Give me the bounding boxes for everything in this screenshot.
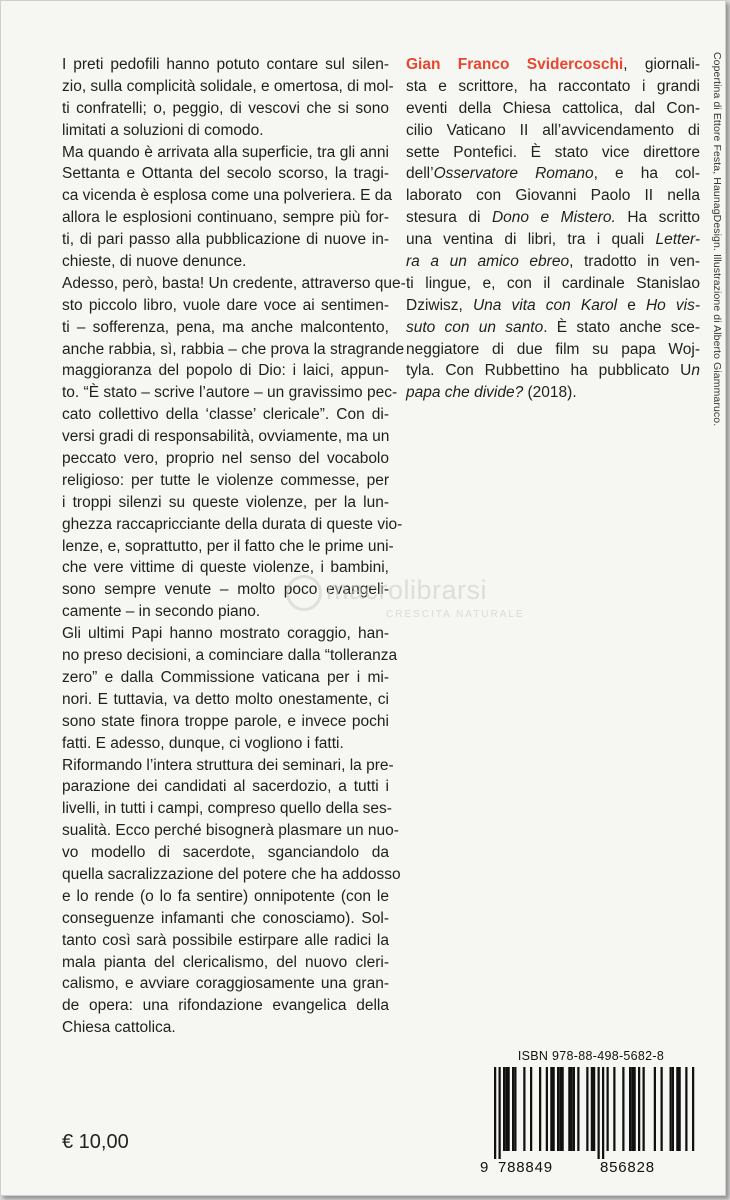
barcode-bar: [598, 1067, 600, 1159]
bio-text: (2018).: [523, 384, 577, 402]
bio-text: ti lingue, e, con il cardinale Stanislao: [406, 274, 700, 292]
blurb-line: Adesso, però, basta! Un credente, attraverso que-: [62, 274, 406, 292]
blurb-line: ti confratelli; o, peggio, di vescovi che si sono: [62, 99, 389, 117]
blurb-line: versi gradi di responsabilità, ovviamente, ma un: [62, 428, 390, 446]
barcode-bar: [523, 1067, 525, 1151]
blurb-line: ca vicenda è esplosa come una polveriera. E da: [62, 187, 393, 205]
blurb-line: sualità. Ecco perché bisognerà plasmare un nuo-: [62, 822, 399, 840]
bio-line: [406, 339, 700, 361]
barcode-bar: [546, 1067, 548, 1151]
barcode-bar: [661, 1067, 663, 1151]
bio-line: [406, 142, 700, 164]
book-title: Osservatore Romano: [433, 165, 594, 183]
bio-text: Ha scritto: [615, 209, 700, 227]
blurb-line: sono sempre venute – molto poco evangeli-: [62, 581, 389, 599]
bio-text: neggiatore di due film su papa Woj-: [406, 340, 700, 358]
barcode-bar: [514, 1067, 516, 1151]
barcode-bar: [643, 1067, 645, 1151]
bio-line: [406, 251, 700, 273]
blurb-line: maggioranza del popolo di Dio: i laici, appun-: [62, 362, 389, 380]
blurb-line: e lo rende (o lo fa sentire) onnipotente (con le: [62, 887, 389, 905]
author-bio: [406, 54, 700, 404]
barcode-bar: [512, 1067, 514, 1151]
barcode-bar: [499, 1067, 501, 1159]
blurb-line: livelli, in tutti i campi, compreso quello della ses-: [62, 800, 392, 818]
bio-text: Dziwisz,: [406, 296, 473, 314]
barcode-bar: [607, 1067, 609, 1151]
book-title: n: [691, 362, 700, 380]
barcode-bar: [613, 1067, 615, 1151]
blurb-line: cato collettivo della ‘classe’ clericale”. Con di-: [62, 406, 389, 424]
barcode-bar: [692, 1067, 694, 1151]
bio-line: [406, 273, 700, 295]
bio-text: laborato con Giovanni Paolo II nella: [406, 187, 700, 205]
book-title: Una vita con Karol: [472, 296, 618, 314]
bio-line: [406, 360, 700, 382]
barcode-bar: [562, 1067, 564, 1151]
barcode-bar: [622, 1067, 624, 1151]
barcode-bar: [629, 1067, 631, 1151]
barcode-bar: [638, 1067, 640, 1151]
blurb-line: camente – in secondo piano.: [62, 603, 261, 621]
barcode-digit-group-2: 856828: [600, 1159, 655, 1176]
blurb-line: chieste, di nuove denunce.: [62, 253, 247, 271]
price: € 10,00: [62, 1131, 129, 1153]
bio-text: sette Pontefici. È stato vice direttore: [406, 143, 700, 161]
blurb-line: Riformando l’intera struttura dei seminari, la pre-: [62, 756, 394, 774]
blurb-line: to. “È stato – scrive l’autore – un gravissimo pec-: [62, 384, 398, 402]
isbn-barcode: [480, 1049, 702, 1179]
barcode-bar: [631, 1067, 633, 1151]
barcode-bar: [670, 1067, 672, 1151]
bio-line: [406, 163, 700, 185]
barcode-bar: [553, 1067, 555, 1151]
bio-text: cilio Vaticano II all’avvicendamento di: [406, 121, 700, 139]
blurb-line: quella sacralizzazione del potere che ha addosso: [62, 865, 401, 883]
blurb-line: Settanta e Ottanta del secolo scorso, la tragi-: [62, 165, 389, 183]
bio-line: [406, 54, 700, 76]
blurb-line: lenze, e, soprattutto, per il fatto che le prime uni-: [62, 537, 394, 555]
barcode-bar: [679, 1067, 681, 1151]
blurb-line: fatti. E adesso, dunque, ci vogliono i fatti.: [62, 734, 344, 752]
barcode-bar: [577, 1067, 579, 1151]
barcode-bar: [602, 1067, 604, 1159]
blurb-line: Gli ultimi Papi hanno mostrato coraggio, han-: [62, 625, 389, 643]
bio-line: [406, 295, 700, 317]
blurb-line: vo modello di sacerdote, sganciandolo da: [62, 844, 389, 862]
barcode-bar: [571, 1067, 573, 1151]
barcode-bar: [530, 1067, 532, 1151]
blurb-line: zero” e dalla Commissione vaticana per i mi-: [62, 668, 389, 686]
barcode-bar: [508, 1067, 510, 1151]
blurb-line: anche rabbia, sì, rabbia – che prova la stragrande: [62, 340, 405, 358]
blurb-line: religioso: per tutte le violenze commesse, per: [62, 471, 389, 489]
blurb-line: sono state finora troppe parole, e invece pochi: [62, 712, 389, 730]
barcode-bar: [539, 1067, 541, 1151]
bio-text: eventi della Chiesa cattolica, dal Con-: [406, 99, 700, 117]
blurb-line: de opera: una rifondazione evangelica della: [62, 997, 389, 1015]
barcode-bar: [634, 1067, 636, 1151]
barcode-digit-group-1: 788849: [498, 1159, 553, 1176]
blurb-line: peccato vero, proprio nel senso del vocabolo: [62, 450, 389, 468]
book-title: suto con un santo: [406, 318, 544, 336]
bio-line: [406, 185, 700, 207]
book-title: papa che divide?: [406, 384, 524, 402]
author-name: Gian Franco Svidercoschi: [406, 56, 624, 73]
blurb-line: i troppi silenzi su queste violenze, per la lun-: [62, 493, 389, 511]
bio-text: dell’: [406, 165, 434, 183]
bio-text: . È stato anche sce-: [543, 318, 700, 336]
bio-text: e: [617, 296, 646, 314]
blurb-line: conseguenze infamanti che conosciamo). Sol-: [62, 909, 389, 927]
bio-text: , giornali-: [623, 56, 701, 73]
cover-credits: Copertina di Ettore Festa, HaunagDesign. Illustrazione di Alberto Giammaruco.: [711, 52, 723, 427]
bio-line: [406, 98, 700, 120]
blurb-line: allora le esplosioni continuano, sempre più for-: [62, 209, 389, 227]
blurb-line: nori. E tuttavia, va detto molto onestamente, ci: [62, 690, 389, 708]
bio-line: [406, 317, 700, 339]
barcode-bar: [494, 1067, 496, 1159]
bio-text: una ventina di libri, tra i quali: [406, 231, 656, 249]
blurb-text: [62, 54, 406, 1039]
bio-line: [406, 76, 700, 98]
blurb-line: Ma quando è arrivata alla superficie, tra gli anni: [62, 143, 389, 161]
bio-text: tyla. Con Rubbettino ha pubblicato U: [406, 362, 692, 380]
barcode-bar: [573, 1067, 575, 1151]
book-title: ra a un amico ebreo: [406, 253, 570, 271]
blurb-line: mala pianta del clericalismo, del nuovo cleri-: [62, 953, 389, 971]
book-title: Ho vis-: [645, 296, 700, 314]
bio-line: [406, 229, 700, 251]
watermark-subtitle: CRESCITA NATURALE: [386, 609, 525, 620]
book-title: Dono e Mistero.: [491, 209, 616, 227]
barcode-bar: [676, 1067, 678, 1151]
isbn-label: ISBN 978-88-498-5682-8: [517, 1049, 665, 1063]
barcode-bar: [672, 1067, 674, 1151]
barcode-digit-first: 9: [480, 1159, 490, 1176]
blurb-line: calismo, e avviare coraggiosamente una gran-: [62, 975, 389, 993]
barcode-bar: [591, 1067, 593, 1151]
blurb-line: limitati a soluzioni di comodo.: [62, 121, 264, 139]
bio-line: [406, 120, 700, 142]
barcode-bar: [586, 1067, 588, 1151]
blurb-line: I preti pedofili hanno potuto contare sul silen-: [62, 56, 389, 73]
barcode-bar: [503, 1067, 505, 1151]
barcode-bar: [550, 1067, 552, 1151]
bio-text: stesura di: [406, 209, 492, 227]
barcode-bar: [593, 1067, 595, 1151]
blurb-line: tanto così sarà possibile estirpare alle radici la: [62, 931, 389, 949]
bio-line: [406, 382, 700, 404]
bio-text: , e ha col-: [593, 165, 701, 183]
bio-line: [406, 207, 700, 229]
bio-text: , tradotto in ven-: [569, 253, 700, 271]
blurb-line: sto piccolo libro, vuole dare voce ai sentimen-: [62, 296, 389, 314]
blurb-line: che vere vittime di queste violenze, i bambini,: [62, 559, 389, 577]
blurb-line: ti – sofferenza, pena, ma anche malcontento,: [62, 318, 389, 336]
barcode-bar: [505, 1067, 507, 1151]
blurb-line: zio, sulla complicità solidale, e omertosa, di mol-: [62, 77, 394, 95]
blurb-line: parazione dei candidati al sacerdozio, a tutti i: [62, 778, 389, 796]
blurb-line: Chiesa cattolica.: [62, 1019, 176, 1037]
barcode-bar: [654, 1067, 656, 1151]
barcode-bars: [484, 1067, 698, 1159]
blurb-line: no preso decisioni, a cominciare dalla “tolleranza: [62, 647, 398, 665]
watermark-text: macrolibrarsi: [326, 575, 488, 605]
bio-text: sta e scrittore, ha raccontato i grandi: [406, 77, 700, 95]
blurb-line: ti, di pari passo alla pubblicazione di nuove in-: [62, 231, 389, 249]
barcode-bar: [559, 1067, 561, 1151]
barcode-bar: [557, 1067, 559, 1151]
blurb-line: ghezza raccapricciante della durata di queste vio-: [62, 515, 403, 533]
barcode-bar: [568, 1067, 570, 1151]
barcode-bar: [685, 1067, 687, 1151]
book-title: Letter-: [655, 231, 700, 249]
